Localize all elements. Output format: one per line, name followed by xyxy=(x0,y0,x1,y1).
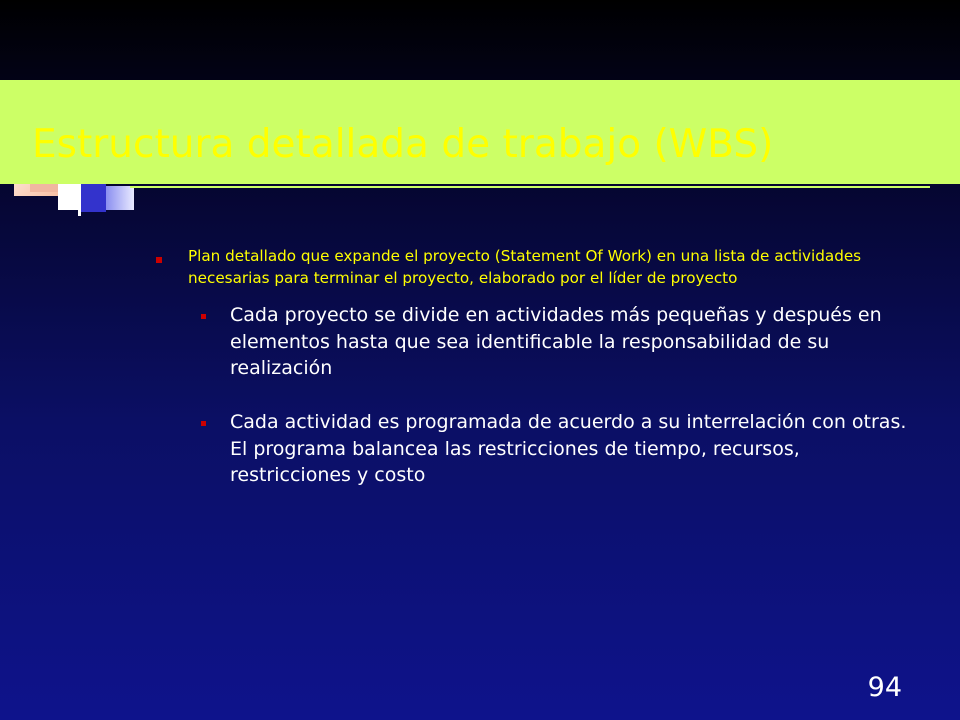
slide-title: Estructura detallada de trabajo (WBS) xyxy=(32,122,774,167)
subbullet-text: Cada actividad es programada de acuerdo a su interrelación con otras. El programa balancea las restricciones de tiempo, recursos, restricciones y costo xyxy=(230,410,907,487)
decorative-square xyxy=(80,180,106,212)
subbullet-item xyxy=(188,302,910,382)
subbullet-text: Cada proyecto se divide en actividades más pequeñas y después en elementos hasta que sea identificable la responsabilidad de su realización xyxy=(230,304,882,380)
bullet-square-icon xyxy=(156,257,162,263)
bullet-square-icon xyxy=(201,314,206,319)
subbullet-list xyxy=(188,302,910,489)
decorative-square xyxy=(106,186,134,210)
bullet-square-icon xyxy=(201,421,206,426)
page-number: 94 xyxy=(867,672,902,703)
bullet-text: Plan detallado que expande el proyecto (Statement Of Work) en una lista de actividades necesarias para terminar el proyecto, elaborado por el líder de proyecto xyxy=(188,247,862,287)
title-underline xyxy=(130,186,930,188)
bullet-list xyxy=(150,246,910,516)
subbullet-item xyxy=(188,409,910,489)
bullet-item xyxy=(150,246,910,489)
